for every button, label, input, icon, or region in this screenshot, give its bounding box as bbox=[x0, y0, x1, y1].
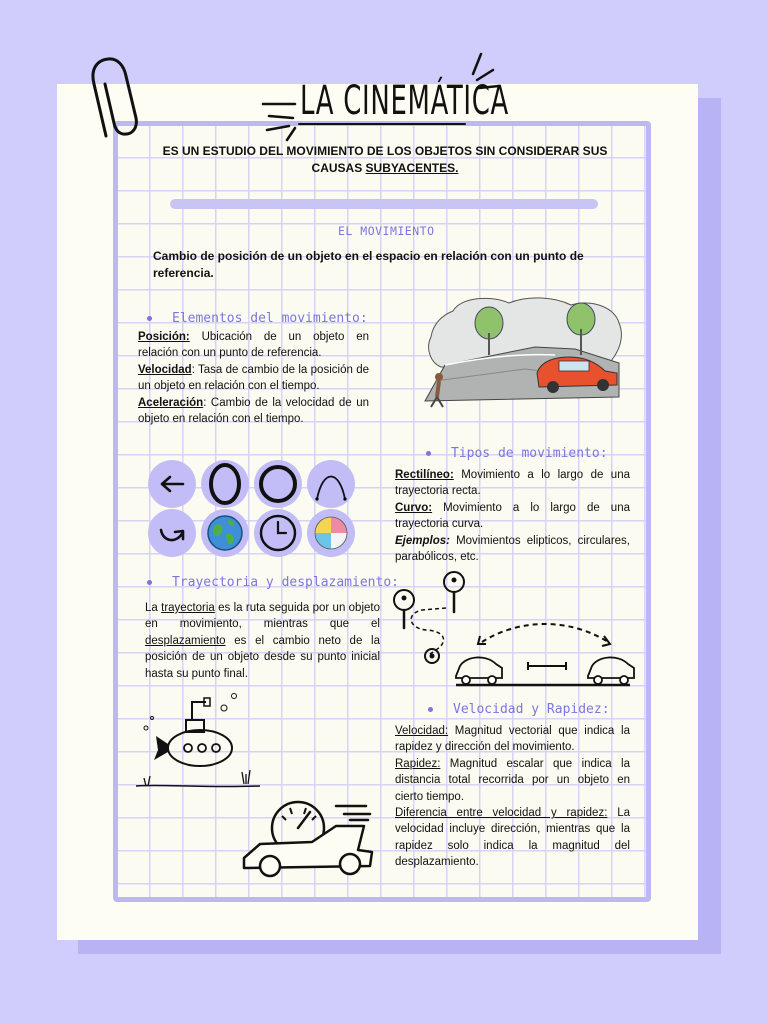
term-desplazamiento: desplazamiento bbox=[145, 634, 226, 647]
intro-underlined-word: SUBYACENTES. bbox=[365, 161, 459, 175]
item-text: Ubicación de un objeto en relación con un punto de referencia. bbox=[138, 331, 369, 360]
globe-icon bbox=[201, 509, 249, 557]
list-item bbox=[138, 362, 369, 395]
velocidad-heading bbox=[428, 702, 610, 717]
intro-line-1: ES UN ESTUDIO DEL MOVIMIENTO DE LOS OBJETOS SIN CONSIDERAR SUS bbox=[162, 144, 608, 158]
bullet-icon bbox=[147, 316, 152, 321]
race-car-illustration bbox=[240, 798, 376, 878]
text-segment: La bbox=[145, 602, 162, 614]
elementos-heading bbox=[147, 311, 368, 326]
term-aceleracion: Aceleración bbox=[138, 396, 204, 409]
bullet-icon bbox=[147, 580, 152, 585]
term-velocidad: Velocidad bbox=[138, 363, 192, 376]
trajectory-illustration bbox=[390, 568, 640, 692]
parabola-icon bbox=[307, 460, 355, 508]
text-segment: es el cambio neto de la posición de un objeto desde su punto inicial hasta su punto final. bbox=[145, 634, 380, 680]
intro-line-2 bbox=[140, 160, 630, 177]
beach-ball-icon bbox=[307, 509, 355, 557]
divider-bar bbox=[170, 199, 598, 209]
intro-line-2-prefix: CAUSAS bbox=[311, 161, 366, 175]
movimiento-definition: Cambio de posición de un objeto en el espacio en relación con un punto de referencia. bbox=[153, 249, 584, 280]
term-rapidez: Rapidez: bbox=[395, 757, 441, 770]
movimiento-heading: EL MOVIMIENTO bbox=[338, 224, 435, 238]
term-posicion: Posición: bbox=[138, 331, 190, 343]
item-text: Movimientos elipticos, circulares, parabólicos, etc. bbox=[395, 534, 630, 564]
clock-icon bbox=[254, 509, 302, 557]
trayectoria-paragraph bbox=[145, 600, 380, 682]
term-rectilineo: Rectilíneo: bbox=[395, 469, 454, 481]
elementos-heading-text: Elementos del movimiento: bbox=[172, 311, 368, 326]
list-item bbox=[395, 533, 630, 566]
ellipse-icon bbox=[201, 460, 249, 508]
trayectoria-heading bbox=[147, 575, 399, 590]
list-item bbox=[138, 329, 369, 362]
curved-arrow-icon bbox=[148, 509, 196, 557]
intro-text bbox=[140, 143, 630, 177]
list-item bbox=[395, 805, 630, 871]
tipos-list bbox=[395, 467, 630, 565]
list-item bbox=[395, 467, 630, 500]
street-car-illustration bbox=[405, 293, 627, 411]
velocidad-heading-text: Velocidad y Rapidez: bbox=[453, 702, 610, 717]
tipos-heading bbox=[426, 446, 608, 461]
term-diferencia: Diferencia entre velocidad y rapidez: bbox=[395, 807, 608, 820]
item-text: Movimiento a lo largo de una trayectoria curva. bbox=[395, 501, 630, 531]
list-item bbox=[395, 756, 630, 805]
list-item bbox=[138, 395, 369, 428]
list-item bbox=[395, 500, 630, 533]
elementos-list bbox=[138, 329, 369, 427]
paperclip-icon bbox=[86, 56, 146, 146]
item-text: : Tasa de cambio de la posición de un objeto en relación con el tiempo. bbox=[138, 363, 369, 393]
item-text: La velocidad incluye dirección, mientras que la rapidez solo indica la magnitud del desplazamiento. bbox=[395, 807, 630, 869]
term-velocidad-vector: Velocidad: bbox=[395, 725, 449, 737]
item-text: : Cambio de la velocidad de un objeto en relación con el tiempo. bbox=[138, 396, 369, 426]
item-text: Movimiento a lo largo de una trayectoria recta. bbox=[395, 469, 630, 498]
bullet-icon bbox=[428, 707, 433, 712]
term-ejemplos: Ejemplos: bbox=[395, 534, 450, 547]
circle-icon bbox=[254, 460, 302, 508]
arrow-left-icon bbox=[148, 460, 196, 508]
page-title: LA CINEMÁTICA bbox=[300, 78, 509, 124]
velocidad-list bbox=[395, 723, 630, 871]
item-text: Magnitud vectorial que indica la rapidez y dirección del movimiento. bbox=[395, 725, 630, 754]
bullet-icon bbox=[426, 451, 431, 456]
trayectoria-heading-text: Trayectoria y desplazamiento: bbox=[172, 575, 399, 590]
tipos-heading-text: Tipos de movimiento: bbox=[451, 446, 608, 461]
list-item bbox=[395, 723, 630, 756]
item-text: Magnitud escalar que indica la distancia total recorrida por un objeto en cierto tiempo. bbox=[395, 757, 630, 803]
submarine-illustration bbox=[132, 688, 264, 796]
text-segment: es la ruta seguida por un objeto en movimiento, mientras que el bbox=[145, 602, 380, 631]
term-curvo: Curvo: bbox=[395, 501, 433, 514]
term-trayectoria: trayectoria bbox=[161, 602, 215, 614]
